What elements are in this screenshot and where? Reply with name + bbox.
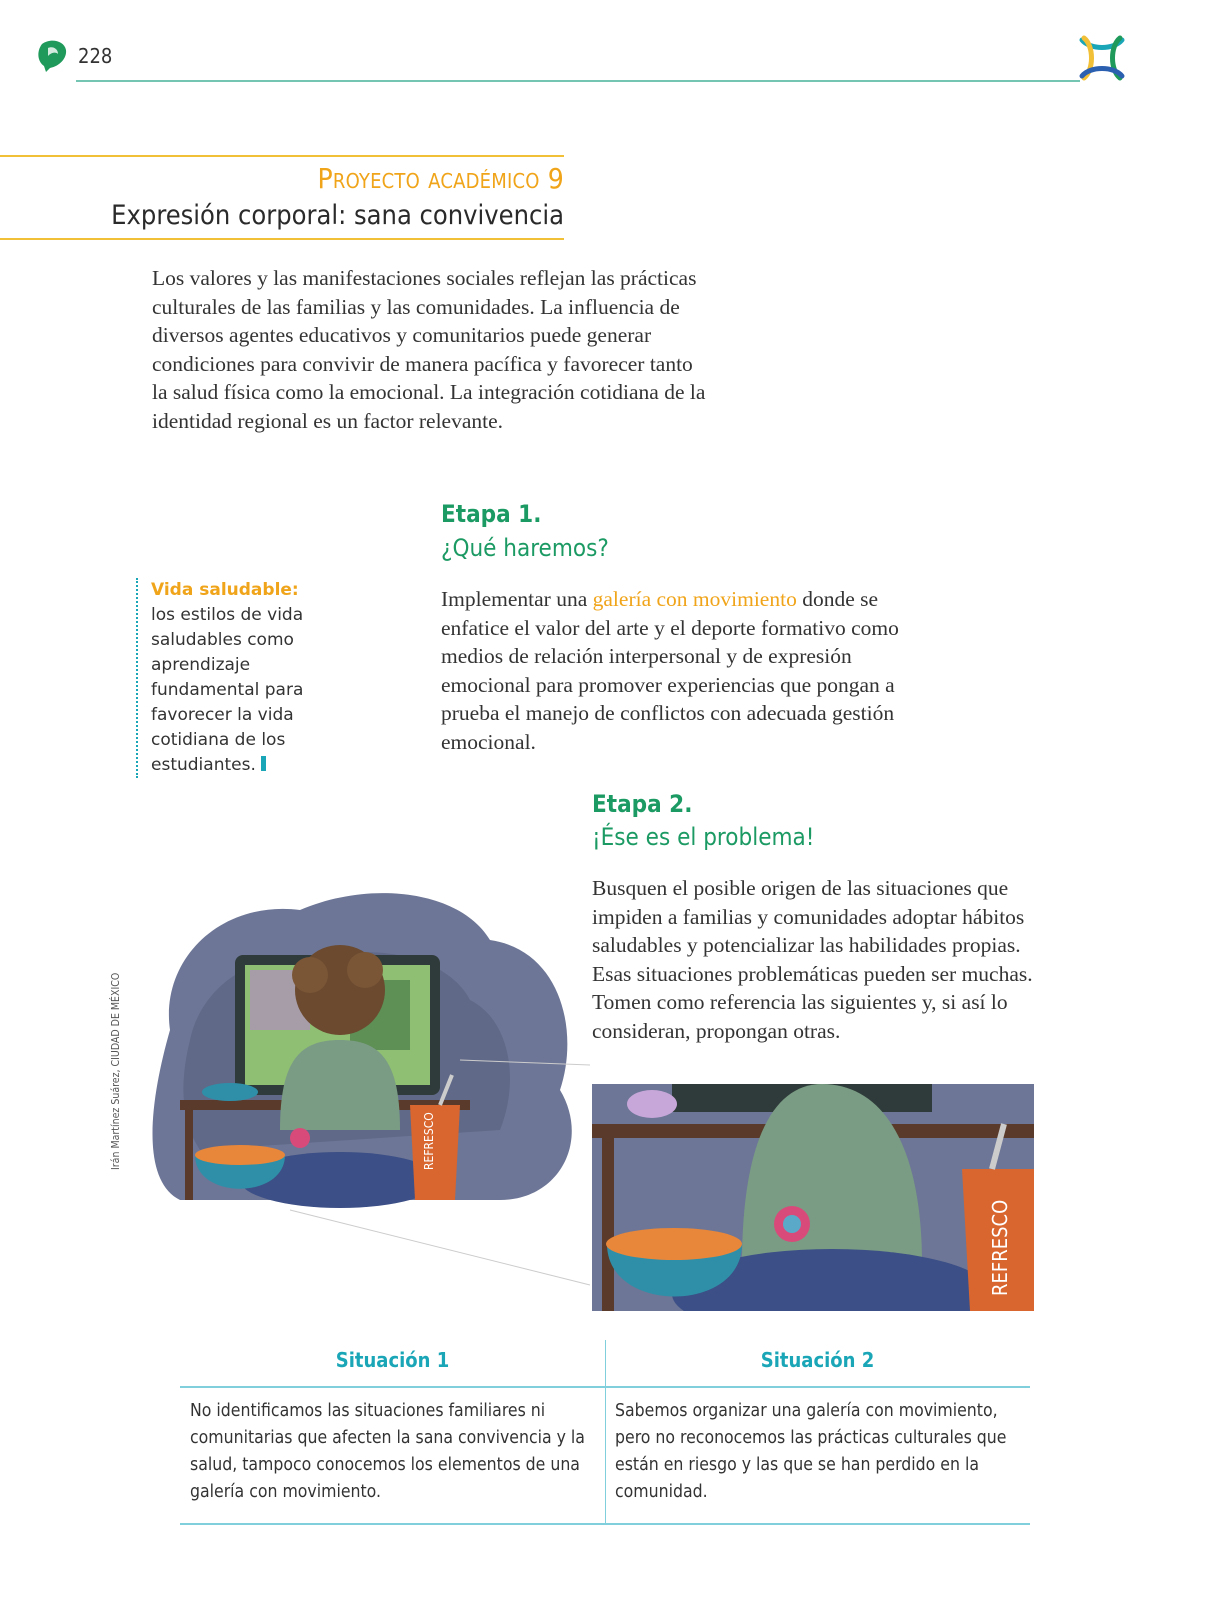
illustration-credit: Irán Martínez Suárez, CIUDAD DE MÉXICO bbox=[110, 972, 122, 1170]
zoomed-detail-illustration bbox=[592, 1084, 1034, 1311]
stage1-subtitle: ¿Qué haremos? bbox=[441, 534, 609, 562]
child-watching-tv-illustration bbox=[140, 880, 600, 1310]
situation-2-title: Situación 2 bbox=[760, 1348, 875, 1372]
situation-1-text: No identificamos las situaciones familiares ni comunitarias que afecten la sana convivencia y la salud, tampoco conocemos los elementos de una galería con movimiento. bbox=[190, 1401, 585, 1502]
stage2-body: Busquen el posible origen de las situaciones que impiden a familias y comunidades adoptar hábitos saludables y potencializar las habilidades propias. Esas situaciones problemáticas pueden ser muchas. Tomen como referencia las siguientes y, si así lo consideran, propongan otras. bbox=[592, 876, 1033, 1043]
intro-paragraph: Los valores y las manifestaciones sociales reflejan las prácticas culturales de las familias y las comunidades. La influencia de diversos agentes educativos y comunitarios puede generar condiciones para convivir de manera pacífica y favorecer tanto la salud física como la emocional. La integración cotidiana de la identidad regional es un factor relevante. bbox=[152, 266, 706, 433]
table-column-divider bbox=[605, 1340, 606, 1523]
stage1-body bbox=[441, 585, 911, 756]
green-leaf-icon bbox=[36, 38, 70, 74]
situation-2 bbox=[605, 1340, 1030, 1525]
stage1-body-end: donde se enfatice el valor del arte y el deporte formativo como medios de relación interpersonal y de expresión emocional para promover experiencias que pongan a prueba el manejo de conflictos con adecuada gestión emocional. bbox=[441, 587, 899, 754]
stage1-title: Etapa 1. bbox=[441, 500, 542, 528]
sidebar-glossary bbox=[136, 578, 326, 778]
title-top-rule bbox=[0, 155, 564, 157]
project-title: Expresión corporal: sana convivencia bbox=[111, 200, 564, 231]
page-number: 228 bbox=[78, 44, 113, 68]
end-mark-icon bbox=[261, 756, 266, 771]
stage1-body-start: Implementar una bbox=[441, 587, 593, 611]
zoom-cup-label: REFRESCO bbox=[988, 1199, 1012, 1296]
glossary-term: Vida saludable: bbox=[151, 580, 299, 600]
situation-1 bbox=[180, 1340, 605, 1525]
stage2-title: Etapa 2. bbox=[592, 790, 693, 818]
situation-2-text: Sabemos organizar una galería con movimiento, pero no reconocemos las prácticas culturales que están en riesgo y las que se han perdido en la comunidad. bbox=[615, 1401, 1007, 1502]
stage1-highlight: galería con movimiento bbox=[592, 587, 797, 611]
situation-1-title: Situación 1 bbox=[335, 1348, 450, 1372]
stage2-subtitle: ¡Ése es el problema! bbox=[592, 823, 815, 851]
multicolor-x-icon bbox=[1076, 32, 1128, 84]
header-rule bbox=[76, 80, 1080, 82]
table-bottom-rule bbox=[180, 1523, 1030, 1525]
title-bottom-rule bbox=[0, 238, 564, 240]
glossary-definition: los estilos de vida saludables como aprendizaje fundamental para favorecer la vida cotidiana de los estudiantes. bbox=[151, 605, 304, 775]
project-label: Proyecto académico 9 bbox=[317, 162, 564, 195]
cup-label: REFRESCO bbox=[422, 1112, 436, 1170]
